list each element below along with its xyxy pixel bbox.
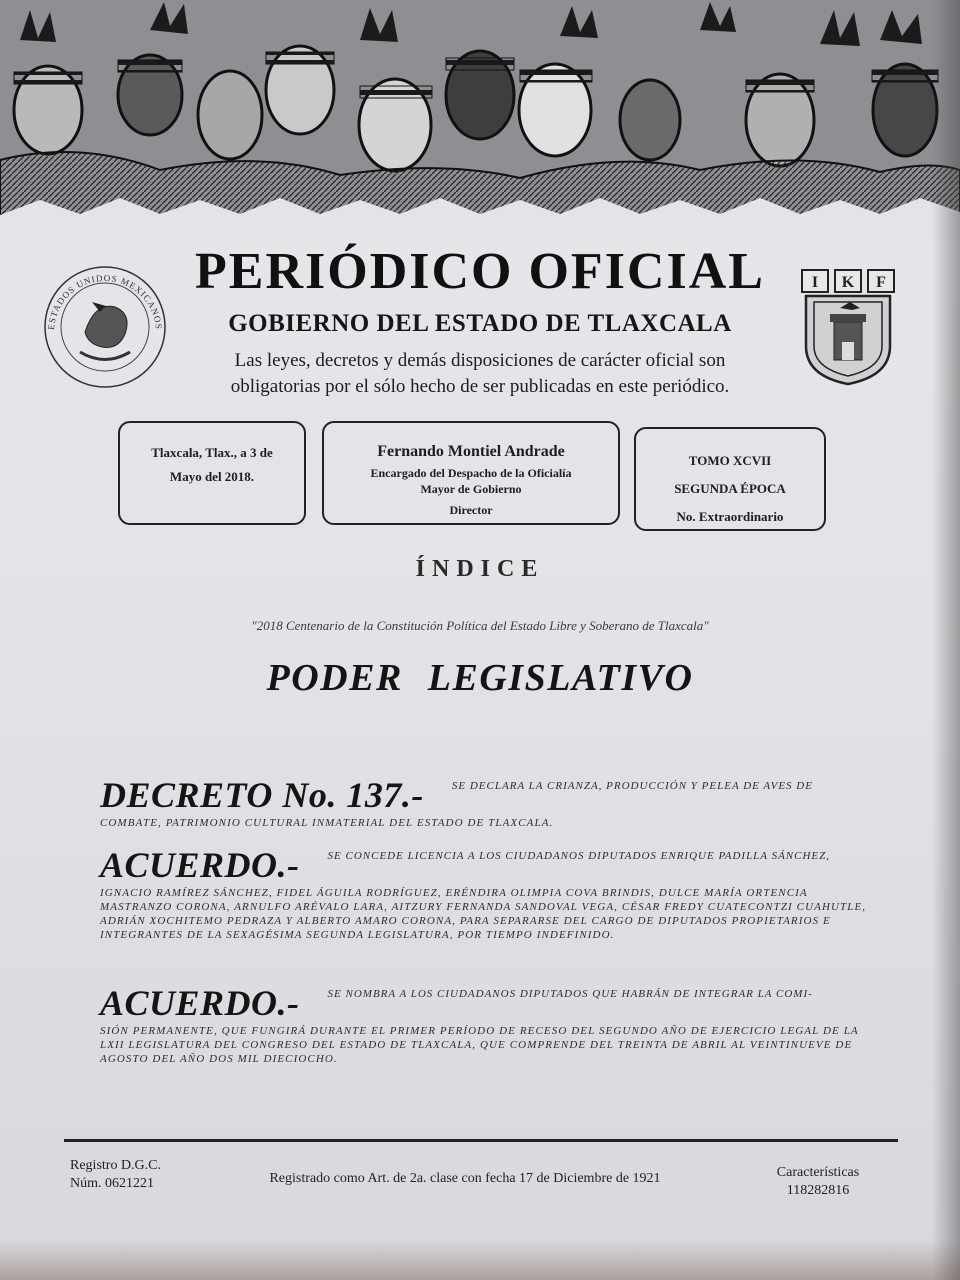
- entry-heading: DECRETO No. 137.-: [100, 775, 424, 815]
- seal-text: ESTADOS UNIDOS MEXICANOS: [45, 272, 165, 331]
- registration-statement: Registrado como Art. de 2a. clase con fecha 17 de Diciembre de 1921: [269, 1171, 661, 1186]
- caracteristicas-info: [756, 1164, 880, 1200]
- entry-body-text: SIÓN PERMANENTE, QUE FUNGIRÁ DURANTE EL PRIMER PERÍODO DE RECESO DEL SEGUNDO AÑO DE EJERCICIO LEGAL DE LA LXII LEGISLATURA DEL CONGRESO DEL ESTADO DE TLAXCALA, QUE COMPRENDE DEL TREINTA DE ABRIL AL VEINTINUEVE DE AGOSTO DEL AÑO DOS MIL DIECIOCHO.: [100, 1025, 859, 1065]
- index-heading: ÍNDICE: [415, 556, 545, 582]
- entry-heading: ACUERDO.-: [100, 845, 300, 885]
- footer-divider: [64, 1139, 898, 1142]
- legal-notice: [150, 348, 810, 400]
- tlaxcala-coat-of-arms-crest: [798, 266, 898, 388]
- entry-heading: ACUERDO.-: [100, 983, 300, 1023]
- director-title: Director: [449, 503, 493, 517]
- page-bottom-shadow: [0, 1240, 960, 1280]
- index-entry: [100, 844, 880, 942]
- page-edge-shadow: [932, 0, 960, 1280]
- entry-lead-text: SE NOMBRA A LOS CIUDADANOS DIPUTADOS QUE HABRÁN DE INTEGRAR LA COMI-: [327, 988, 813, 1000]
- epoca-label: SEGUNDA ÉPOCA: [674, 481, 786, 496]
- edition-box: [634, 427, 826, 531]
- director-box: [322, 421, 620, 525]
- newspaper-title: PERIÓDICO OFICIAL: [195, 243, 765, 300]
- crest-letter: F: [876, 274, 886, 291]
- entry-body-text: IGNACIO RAMÍREZ SÁNCHEZ, FIDEL ÁGUILA RODRÍGUEZ, ERÉNDIRA OLIMPIA COVA BRINDIS, DULCE MARÍA ORTENCIA MASTRANZO CORONA, ARNULFO ARÉVALO LARA, AITZURY FERNANDA SANDOVAL VEGA, CÉSAR FREDY CUATECONTZI CUAHUTLE, ADRIÁN XOCHITEMO PEDRAZA Y ALBERTO AMARO CORONA, PARA SEPARARSE DEL CARGO DE DIPUTADOS PROPIETARIOS E INTEGRANTES DE LA SEXAGÉSIMA SEGUNDA LEGISLATURA, POR TIEMPO INDEFINIDO.: [100, 887, 867, 941]
- director-name: Fernando Montiel Andrade: [377, 443, 565, 460]
- director-role: Encargado del Despacho de la Oficialía: [370, 466, 572, 480]
- registro-number: Núm. 0621221: [70, 1176, 154, 1191]
- entry-lead-text: SE CONCEDE LICENCIA A LOS CIUDADANOS DIPUTADOS ENRIQUE PADILLA SÁNCHEZ,: [327, 850, 830, 862]
- legal-notice-line: obligatorias por el sólo hecho de ser publicadas en este periódico.: [230, 376, 730, 397]
- entry-lead-text: SE DECLARA LA CRIANZA, PRODUCCIÓN Y PELEA DE AVES DE: [451, 780, 813, 792]
- section-heading: PODER LEGISLATIVO: [266, 657, 694, 699]
- registro-line: Registro D.G.C.: [70, 1158, 161, 1173]
- place-date-text: Tlaxcala, Tlax., a 3 de Mayo del 2018.: [151, 445, 273, 484]
- mural-banner-image: [0, 0, 960, 240]
- crest-letter: K: [841, 274, 855, 291]
- caracteristicas-number: 118282816: [786, 1183, 850, 1198]
- index-entry: [100, 774, 880, 830]
- caracteristicas-label: Características: [776, 1165, 860, 1180]
- director-role: Mayor de Gobierno: [420, 482, 522, 496]
- government-subtitle: GOBIERNO DEL ESTADO DE TLAXCALA: [228, 310, 732, 337]
- legal-notice-line: Las leyes, decretos y demás disposiciones de carácter oficial son: [234, 350, 726, 371]
- registro-info: [70, 1157, 190, 1193]
- crest-letter: I: [811, 274, 819, 291]
- centenario-motto: "2018 Centenario de la Constitución Política del Estado Libre y Soberano de Tlaxcala": [251, 618, 709, 633]
- entry-body-text: COMBATE, PATRIMONIO CULTURAL INMATERIAL DEL ESTADO DE TLAXCALA.: [100, 817, 554, 829]
- tomo-label: TOMO XCVII: [688, 453, 772, 468]
- numero-label: No. Extraordinario: [676, 509, 784, 524]
- place-date-box: [118, 421, 306, 525]
- index-entry: [100, 982, 880, 1066]
